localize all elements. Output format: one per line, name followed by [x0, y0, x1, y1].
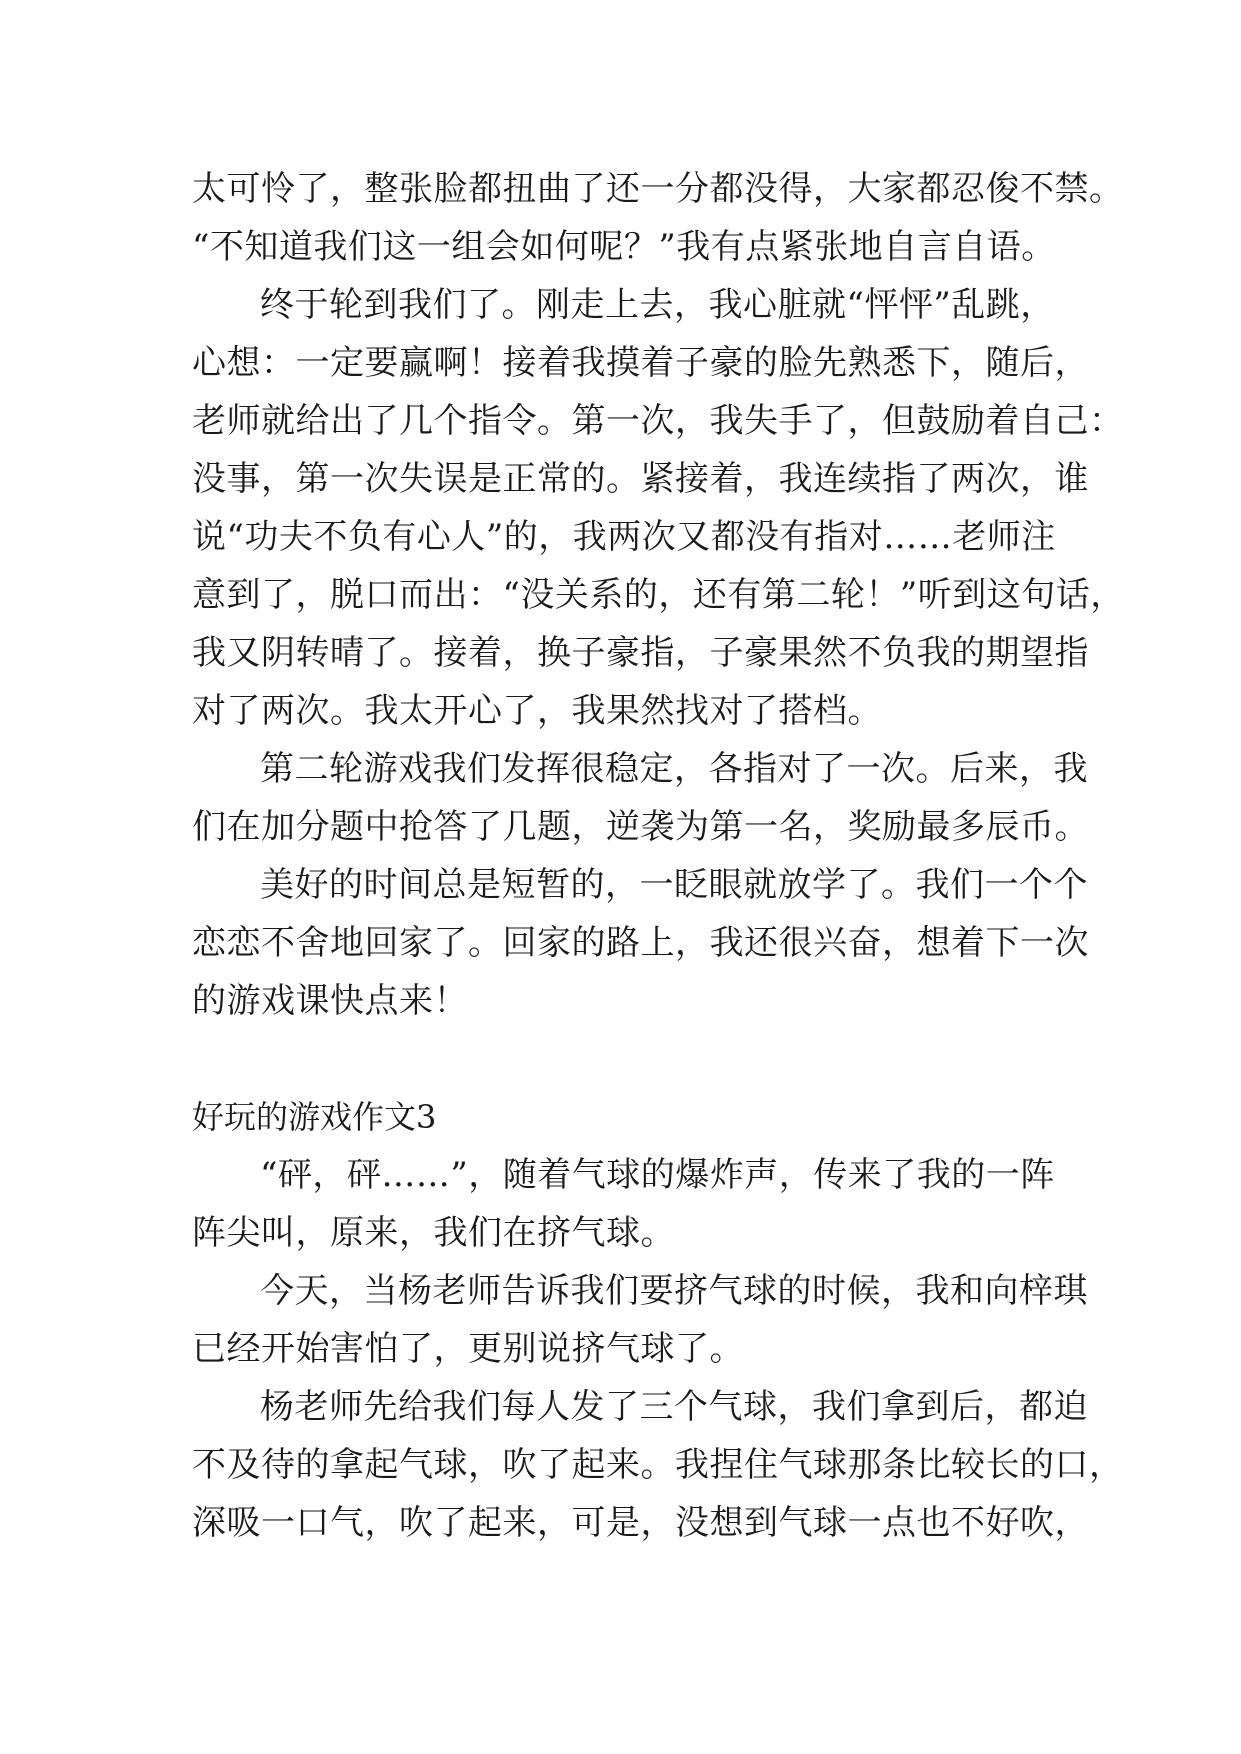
text-line: 恋恋不舍地回家了。回家的路上，我还很兴奋，想着下一次	[192, 923, 1089, 963]
document-body	[192, 160, 1125, 1552]
paragraph-start-line: 今天，当杨老师告诉我们要挤气球的时候，我和向梓琪	[260, 1271, 1088, 1311]
text-line: 心想：一定要赢啊！接着我摸着子豪的脸先熟悉下，随后，	[192, 343, 1089, 383]
section-gap	[192, 1030, 1052, 1088]
text-line: 我又阴转晴了。接着，换子豪指，子豪果然不负我的期望指	[192, 633, 1089, 673]
paragraph-start-line: 第二轮游戏我们发挥很稳定，各指对了一次。后来，我	[260, 749, 1088, 789]
text-line: 老师就给出了几个指令。第一次，我失手了，但鼓励着自己：	[192, 401, 1124, 441]
text-line: 们在加分题中抢答了几题，逆袭为第一名，奖励最多辰币。	[192, 807, 1089, 847]
paragraph-start-line: 美好的时间总是短暂的，一眨眼就放学了。我们一个个	[260, 865, 1088, 905]
text-line: “不知道我们这一组会如何呢？”我有点紧张地自言自语。	[192, 227, 1056, 267]
paragraph-start-line: 终于轮到我们了。刚走上去，我心脏就“怦怦”乱跳，	[260, 285, 1055, 325]
text-line: 说“功夫不负有心人”的，我两次又都没有指对……老师注	[192, 517, 1056, 557]
text-line: 太可怜了，整张脸都扭曲了还一分都没得，大家都忍俊不禁。	[192, 169, 1124, 209]
text-line: 没事，第一次失误是正常的。紧接着，我连续指了两次，谁	[192, 459, 1089, 499]
text-line: 意到了，脱口而出：“没关系的，还有第二轮！”听到这句话，	[192, 575, 1125, 615]
text-line: 对了两次。我太开心了，我果然找对了搭档。	[192, 691, 882, 731]
paragraph-start-line: 杨老师先给我们每人发了三个气球，我们拿到后，都迫	[260, 1387, 1088, 1427]
text-line: 深吸一口气，吹了起来，可是，没想到气球一点也不好吹，	[192, 1503, 1089, 1543]
text-line: 的游戏课快点来！	[192, 981, 468, 1021]
paragraph-start-line: “砰，砰……”，随着气球的爆炸声，传来了我的一阵	[260, 1155, 1055, 1195]
section-heading: 好玩的游戏作文3	[192, 1098, 437, 1136]
text-line: 已经开始害怕了，更别说挤气球了。	[192, 1329, 744, 1369]
text-line: 阵尖叫，原来，我们在挤气球。	[192, 1213, 675, 1253]
text-line: 不及待的拿起气球，吹了起来。我捏住气球那条比较长的口，	[192, 1445, 1124, 1485]
